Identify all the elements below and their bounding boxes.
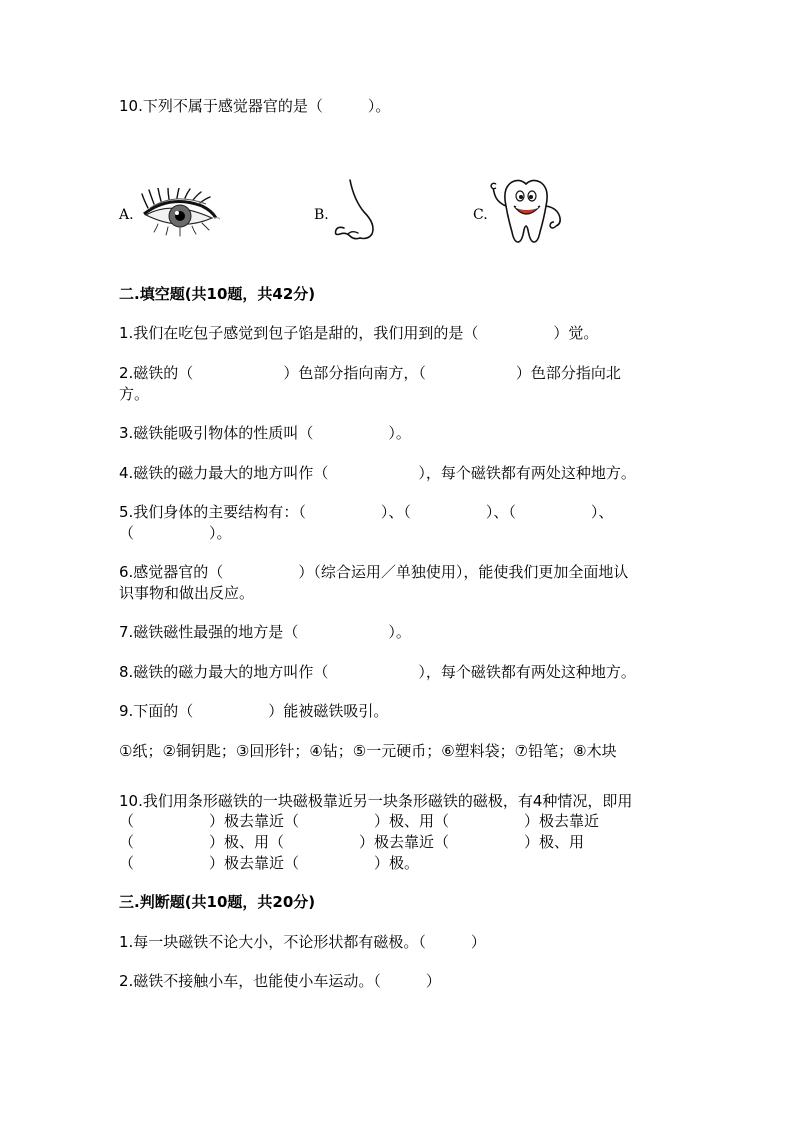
fill-question-5-line-1: 5.我们身体的主要结构有：（ ）、（ ）、（ ）、 — [119, 503, 614, 521]
fill-question-10-line-2: （ ）极去靠近（ ）极、用（ ）极去靠近 — [119, 812, 600, 830]
fill-question-9-options: ①纸；②铜钥匙；③回形针；④钻；⑤一元硬币；⑥塑料袋；⑦铅笔；⑧木块 — [119, 742, 617, 760]
fill-question-7: 7.磁铁磁性最强的地方是（ ）。 — [119, 623, 411, 641]
fill-question-4: 4.磁铁的磁力最大的地方叫作（ ），每个磁铁都有两处这种地方。 — [119, 464, 636, 482]
fill-question-6-line-1: 6.感觉器官的（ ）（综合运用／单独使用），能使我们更加全面地认 — [119, 563, 629, 581]
section-3-heading: 三.判断题(共10题，共20分) — [119, 893, 316, 911]
option-b-label: B. — [314, 207, 329, 223]
fill-question-2-line-2: 方。 — [119, 385, 150, 403]
judge-question-1: 1.每一块磁铁不论大小，不论形状都有磁极。（ ） — [119, 933, 486, 951]
section-2-heading: 二.填空题(共10题，共42分) — [119, 285, 316, 303]
fill-question-8: 8.磁铁的磁力最大的地方叫作（ ），每个磁铁都有两处这种地方。 — [119, 663, 636, 681]
fill-question-1: 1.我们在吃包子感觉到包子馅是甜的，我们用到的是（ ）觉。 — [119, 324, 599, 342]
nose-icon — [332, 178, 378, 246]
option-a-label: A. — [119, 207, 134, 223]
fill-question-2-line-1: 2.磁铁的（ ）色部分指向南方，（ ）色部分指向北 — [119, 364, 621, 382]
question-10-text: 10.下列不属于感觉器官的是（ ）。 — [119, 97, 391, 115]
option-c-label: C. — [473, 207, 488, 223]
fill-question-9: 9.下面的（ ）能被磁铁吸引。 — [119, 702, 389, 720]
fill-question-10-line-1: 10.我们用条形磁铁的一块磁极靠近另一块条形磁铁的磁极，有4种情况，即用 — [119, 792, 633, 810]
eye-icon — [140, 188, 222, 242]
fill-question-5-line-2: （ ）。 — [119, 524, 232, 542]
judge-question-2: 2.磁铁不接触小车，也能使小车运动。（ ） — [119, 972, 441, 990]
tooth-icon — [488, 176, 564, 250]
fill-question-3: 3.磁铁能吸引物体的性质叫（ ）。 — [119, 424, 411, 442]
fill-question-10-line-4: （ ）极去靠近（ ）极。 — [119, 854, 420, 872]
fill-question-10-line-3: （ ）极、用（ ）极去靠近（ ）极、用 — [119, 833, 585, 851]
fill-question-6-line-2: 识事物和做出反应。 — [119, 584, 255, 602]
